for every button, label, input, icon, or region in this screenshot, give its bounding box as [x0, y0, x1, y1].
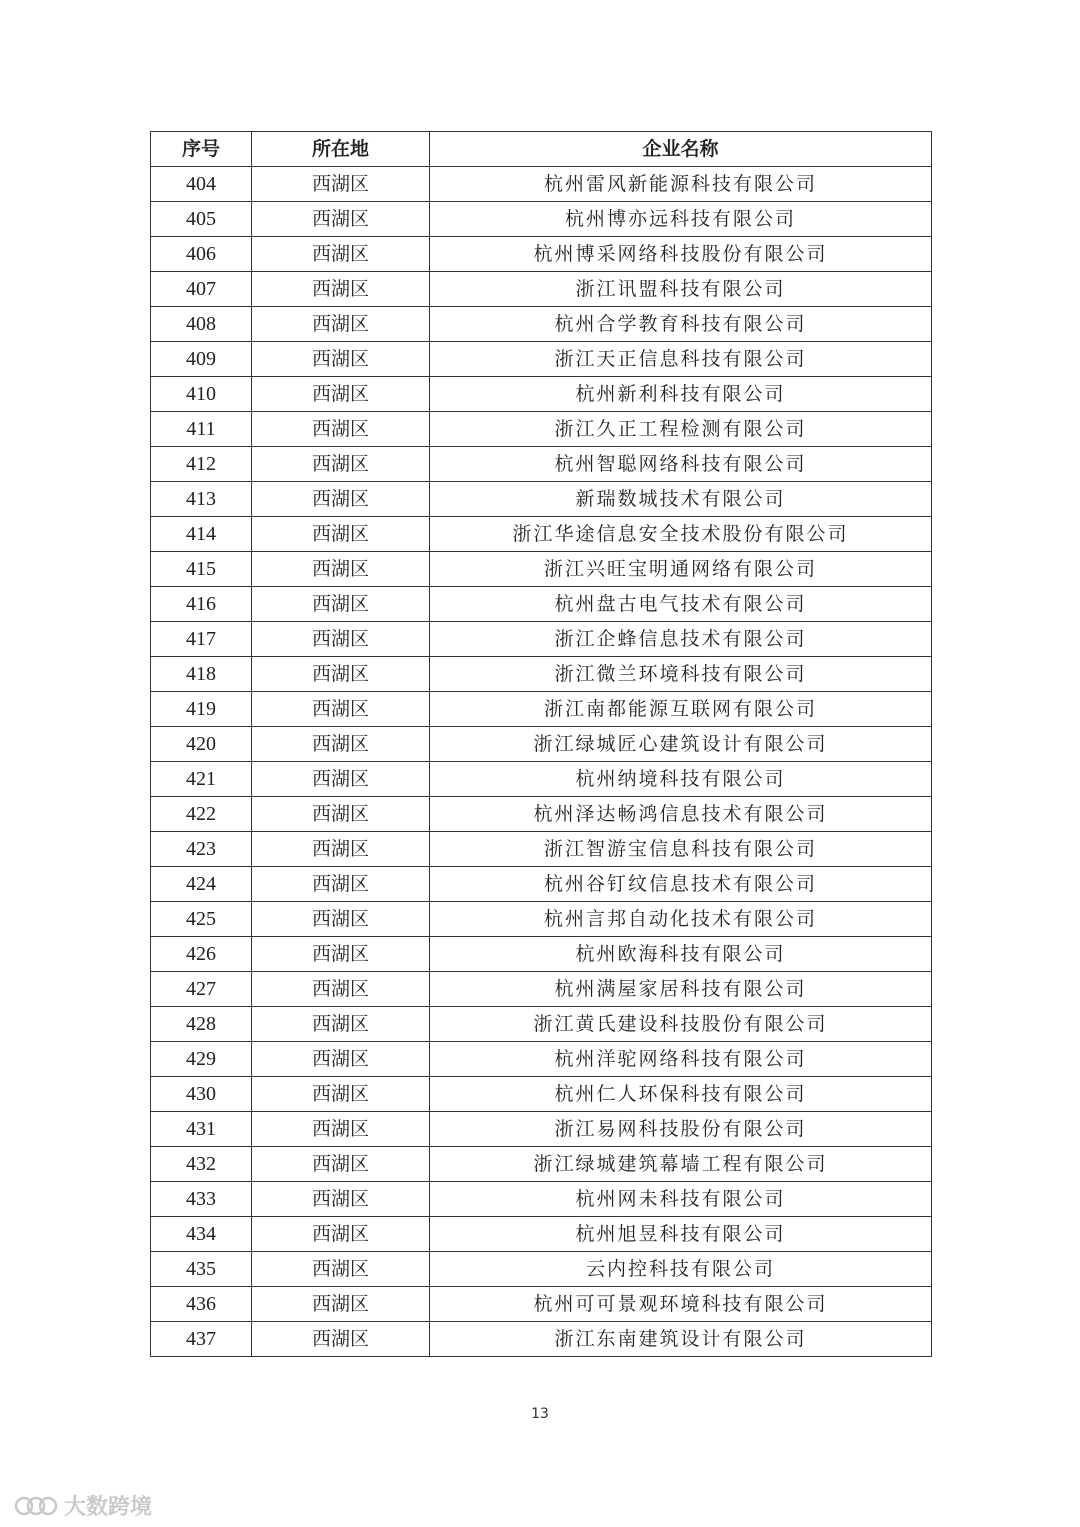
cell-company-name: 浙江智游宝信息科技有限公司 [430, 832, 932, 867]
cell-company-name: 杭州欧海科技有限公司 [430, 937, 932, 972]
table-row [151, 692, 932, 727]
cell-location: 西湖区 [252, 657, 430, 692]
cell-location: 西湖区 [252, 482, 430, 517]
table-row [151, 342, 932, 377]
cell-company-name: 浙江讯盟科技有限公司 [430, 272, 932, 307]
cell-location: 西湖区 [252, 272, 430, 307]
cell-company-name: 浙江久正工程检测有限公司 [430, 412, 932, 447]
cell-location: 西湖区 [252, 167, 430, 202]
cell-index: 425 [151, 902, 252, 937]
cell-company-name: 浙江南都能源互联网有限公司 [430, 692, 932, 727]
cell-company-name: 杭州洋驼网络科技有限公司 [430, 1042, 932, 1077]
cell-location: 西湖区 [252, 1217, 430, 1252]
cell-company-name: 杭州合学教育科技有限公司 [430, 307, 932, 342]
cell-index: 422 [151, 797, 252, 832]
table-row [151, 1217, 932, 1252]
cell-index: 433 [151, 1182, 252, 1217]
cell-index: 411 [151, 412, 252, 447]
cell-company-name: 杭州网未科技有限公司 [430, 1182, 932, 1217]
header-location: 所在地 [252, 132, 430, 167]
cell-index: 417 [151, 622, 252, 657]
cell-company-name: 浙江东南建筑设计有限公司 [430, 1322, 932, 1357]
table-header-row [151, 132, 932, 167]
company-table [150, 131, 932, 1357]
cell-location: 西湖区 [252, 1042, 430, 1077]
cell-location: 西湖区 [252, 727, 430, 762]
table-row [151, 1182, 932, 1217]
cell-location: 西湖区 [252, 622, 430, 657]
table-row [151, 657, 932, 692]
cell-company-name: 杭州盘古电气技术有限公司 [430, 587, 932, 622]
cell-location: 西湖区 [252, 412, 430, 447]
table-row [151, 1042, 932, 1077]
table-row [151, 517, 932, 552]
table-body [151, 167, 932, 1357]
table-row [151, 412, 932, 447]
cell-index: 412 [151, 447, 252, 482]
cell-index: 427 [151, 972, 252, 1007]
table-row [151, 867, 932, 902]
cell-index: 413 [151, 482, 252, 517]
cell-index: 409 [151, 342, 252, 377]
cell-company-name: 新瑞数城技术有限公司 [430, 482, 932, 517]
table-row [151, 1077, 932, 1112]
cell-location: 西湖区 [252, 762, 430, 797]
table-row [151, 1007, 932, 1042]
page-number: 13 [531, 1406, 549, 1422]
table-row [151, 832, 932, 867]
cell-company-name: 杭州博采网络科技股份有限公司 [430, 237, 932, 272]
table-row [151, 307, 932, 342]
cell-index: 407 [151, 272, 252, 307]
cell-location: 西湖区 [252, 1007, 430, 1042]
cell-location: 西湖区 [252, 1287, 430, 1322]
cell-company-name: 杭州仁人环保科技有限公司 [430, 1077, 932, 1112]
cell-location: 西湖区 [252, 517, 430, 552]
cell-company-name: 杭州新利科技有限公司 [430, 377, 932, 412]
cell-location: 西湖区 [252, 1182, 430, 1217]
cell-index: 426 [151, 937, 252, 972]
cell-company-name: 杭州泽达畅鸿信息技术有限公司 [430, 797, 932, 832]
cell-index: 410 [151, 377, 252, 412]
cell-index: 415 [151, 552, 252, 587]
cell-location: 西湖区 [252, 202, 430, 237]
brand-logo-icon [14, 1495, 58, 1517]
header-company-name: 企业名称 [430, 132, 932, 167]
cell-index: 424 [151, 867, 252, 902]
table-row [151, 1287, 932, 1322]
cell-index: 431 [151, 1112, 252, 1147]
table-row [151, 1112, 932, 1147]
cell-location: 西湖区 [252, 797, 430, 832]
cell-company-name: 浙江绿城建筑幕墙工程有限公司 [430, 1147, 932, 1182]
cell-location: 西湖区 [252, 832, 430, 867]
cell-company-name: 浙江华途信息安全技术股份有限公司 [430, 517, 932, 552]
watermark-text: 大数跨境 [64, 1495, 153, 1520]
watermark [14, 1490, 152, 1521]
cell-location: 西湖区 [252, 237, 430, 272]
table-row [151, 167, 932, 202]
cell-company-name: 浙江微兰环境科技有限公司 [430, 657, 932, 692]
cell-location: 西湖区 [252, 587, 430, 622]
cell-location: 西湖区 [252, 867, 430, 902]
cell-index: 437 [151, 1322, 252, 1357]
cell-location: 西湖区 [252, 1252, 430, 1287]
table-row [151, 552, 932, 587]
cell-location: 西湖区 [252, 552, 430, 587]
cell-location: 西湖区 [252, 1077, 430, 1112]
cell-company-name: 杭州言邦自动化技术有限公司 [430, 902, 932, 937]
cell-index: 408 [151, 307, 252, 342]
header-index: 序号 [151, 132, 252, 167]
cell-company-name: 浙江天正信息科技有限公司 [430, 342, 932, 377]
table-row [151, 202, 932, 237]
cell-location: 西湖区 [252, 692, 430, 727]
table-row [151, 237, 932, 272]
cell-location: 西湖区 [252, 447, 430, 482]
cell-company-name: 杭州博亦远科技有限公司 [430, 202, 932, 237]
cell-index: 436 [151, 1287, 252, 1322]
cell-company-name: 杭州纳境科技有限公司 [430, 762, 932, 797]
table-row [151, 1252, 932, 1287]
cell-index: 406 [151, 237, 252, 272]
table-row [151, 587, 932, 622]
cell-location: 西湖区 [252, 972, 430, 1007]
cell-company-name: 浙江绿城匠心建筑设计有限公司 [430, 727, 932, 762]
cell-index: 405 [151, 202, 252, 237]
cell-location: 西湖区 [252, 377, 430, 412]
cell-company-name: 杭州智聪网络科技有限公司 [430, 447, 932, 482]
cell-location: 西湖区 [252, 307, 430, 342]
cell-index: 434 [151, 1217, 252, 1252]
cell-index: 428 [151, 1007, 252, 1042]
table-row [151, 937, 932, 972]
table-row [151, 902, 932, 937]
cell-location: 西湖区 [252, 937, 430, 972]
cell-index: 435 [151, 1252, 252, 1287]
cell-index: 430 [151, 1077, 252, 1112]
table-row [151, 972, 932, 1007]
cell-company-name: 杭州雷风新能源科技有限公司 [430, 167, 932, 202]
table-row [151, 727, 932, 762]
cell-company-name: 杭州谷钉纹信息技术有限公司 [430, 867, 932, 902]
cell-index: 416 [151, 587, 252, 622]
table-row [151, 797, 932, 832]
cell-company-name: 浙江兴旺宝明通网络有限公司 [430, 552, 932, 587]
cell-location: 西湖区 [252, 1112, 430, 1147]
cell-location: 西湖区 [252, 1147, 430, 1182]
cell-company-name: 浙江易网科技股份有限公司 [430, 1112, 932, 1147]
cell-index: 429 [151, 1042, 252, 1077]
cell-location: 西湖区 [252, 902, 430, 937]
table-row [151, 447, 932, 482]
table-row [151, 622, 932, 657]
cell-index: 418 [151, 657, 252, 692]
cell-company-name: 杭州可可景观环境科技有限公司 [430, 1287, 932, 1322]
table-row [151, 1322, 932, 1357]
table-row [151, 272, 932, 307]
cell-company-name: 浙江企蜂信息技术有限公司 [430, 622, 932, 657]
cell-index: 404 [151, 167, 252, 202]
table-row [151, 377, 932, 412]
table-row [151, 482, 932, 517]
table-row [151, 1147, 932, 1182]
cell-company-name: 杭州旭昱科技有限公司 [430, 1217, 932, 1252]
cell-location: 西湖区 [252, 1322, 430, 1357]
cell-index: 423 [151, 832, 252, 867]
cell-location: 西湖区 [252, 342, 430, 377]
cell-index: 432 [151, 1147, 252, 1182]
cell-company-name: 杭州满屋家居科技有限公司 [430, 972, 932, 1007]
cell-index: 414 [151, 517, 252, 552]
cell-index: 420 [151, 727, 252, 762]
table-row [151, 762, 932, 797]
cell-index: 421 [151, 762, 252, 797]
cell-company-name: 浙江黄氏建设科技股份有限公司 [430, 1007, 932, 1042]
cell-index: 419 [151, 692, 252, 727]
cell-company-name: 云内控科技有限公司 [430, 1252, 932, 1287]
